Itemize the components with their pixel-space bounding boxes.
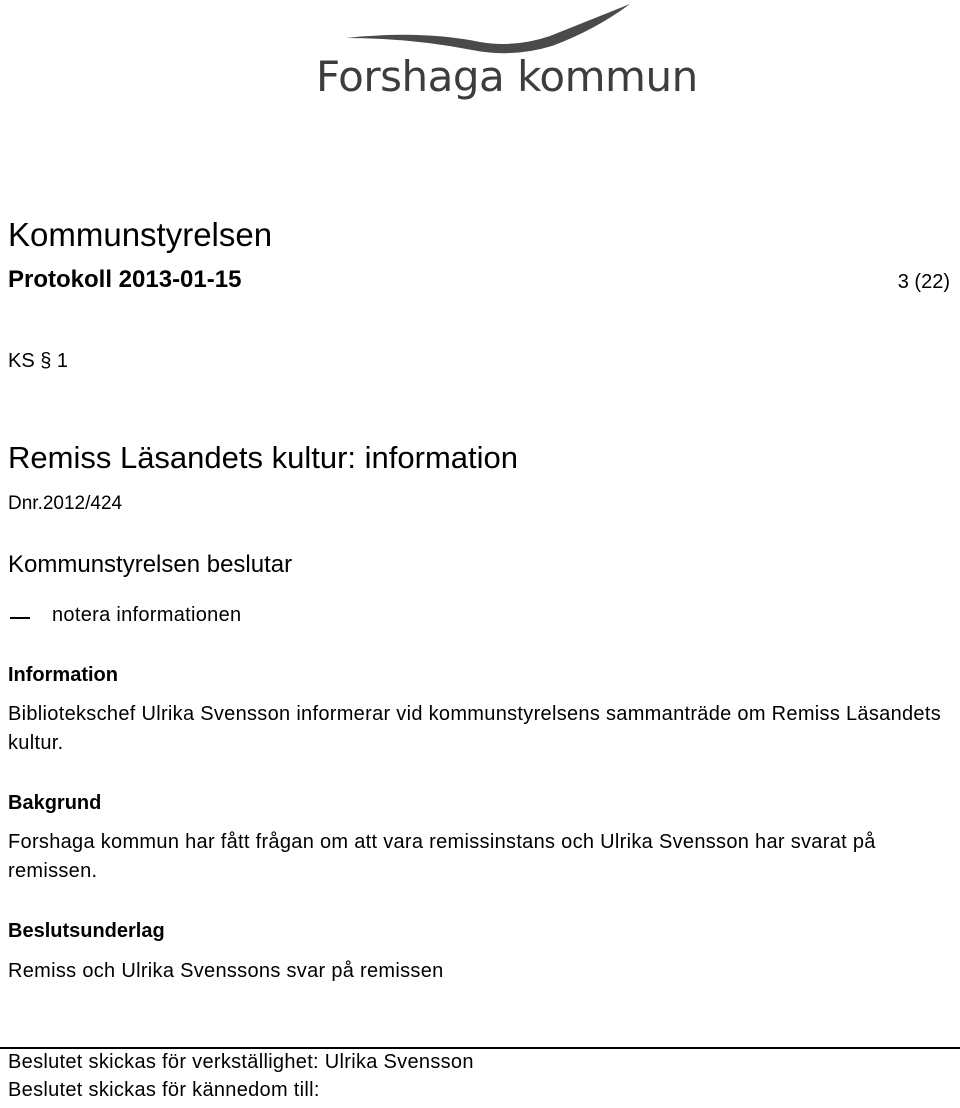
bakgrund-heading: Bakgrund	[8, 792, 102, 814]
dash-bullet-icon	[10, 617, 30, 619]
organization-title: Kommunstyrelsen	[8, 216, 273, 253]
item-title: Remiss Läsandets kultur: information	[8, 440, 519, 475]
information-text: Bibliotekschef Ulrika Svensson informerar vid kommunstyrelsens sammanträde om Remiss Läsandets kultur.	[8, 703, 941, 754]
paragraph-reference: KS § 1	[8, 350, 69, 372]
footer-notification-recipients: Beslutet skickas för kännedom till:	[8, 1079, 320, 1101]
beslutsunderlag-heading: Beslutsunderlag	[8, 920, 165, 942]
information-heading: Information	[8, 664, 118, 686]
footer-divider	[0, 1047, 960, 1049]
protocol-date-title: Protokoll 2013-01-15	[8, 266, 242, 293]
forshaga-kommun-logo	[310, 0, 698, 120]
beslutsunderlag-text: Remiss och Ulrika Svenssons svar på remissen	[8, 960, 444, 982]
logo-swoosh-graphic	[340, 0, 640, 60]
footer-execution-recipients: Beslutet skickas för verkställighet: Ulrika Svensson	[8, 1051, 474, 1073]
decision-heading: Kommunstyrelsen beslutar	[8, 551, 293, 578]
diary-number: Dnr.2012/424	[8, 493, 123, 514]
decision-list-item: notera informationen	[52, 604, 242, 626]
page-number: 3 (22)	[897, 271, 950, 293]
bakgrund-text: Forshaga kommun har fått frågan om att vara remissinstans och Ulrika Svensson har svarat på remissen.	[8, 831, 876, 882]
logo-wordmark: Forshaga kommun	[316, 52, 698, 101]
